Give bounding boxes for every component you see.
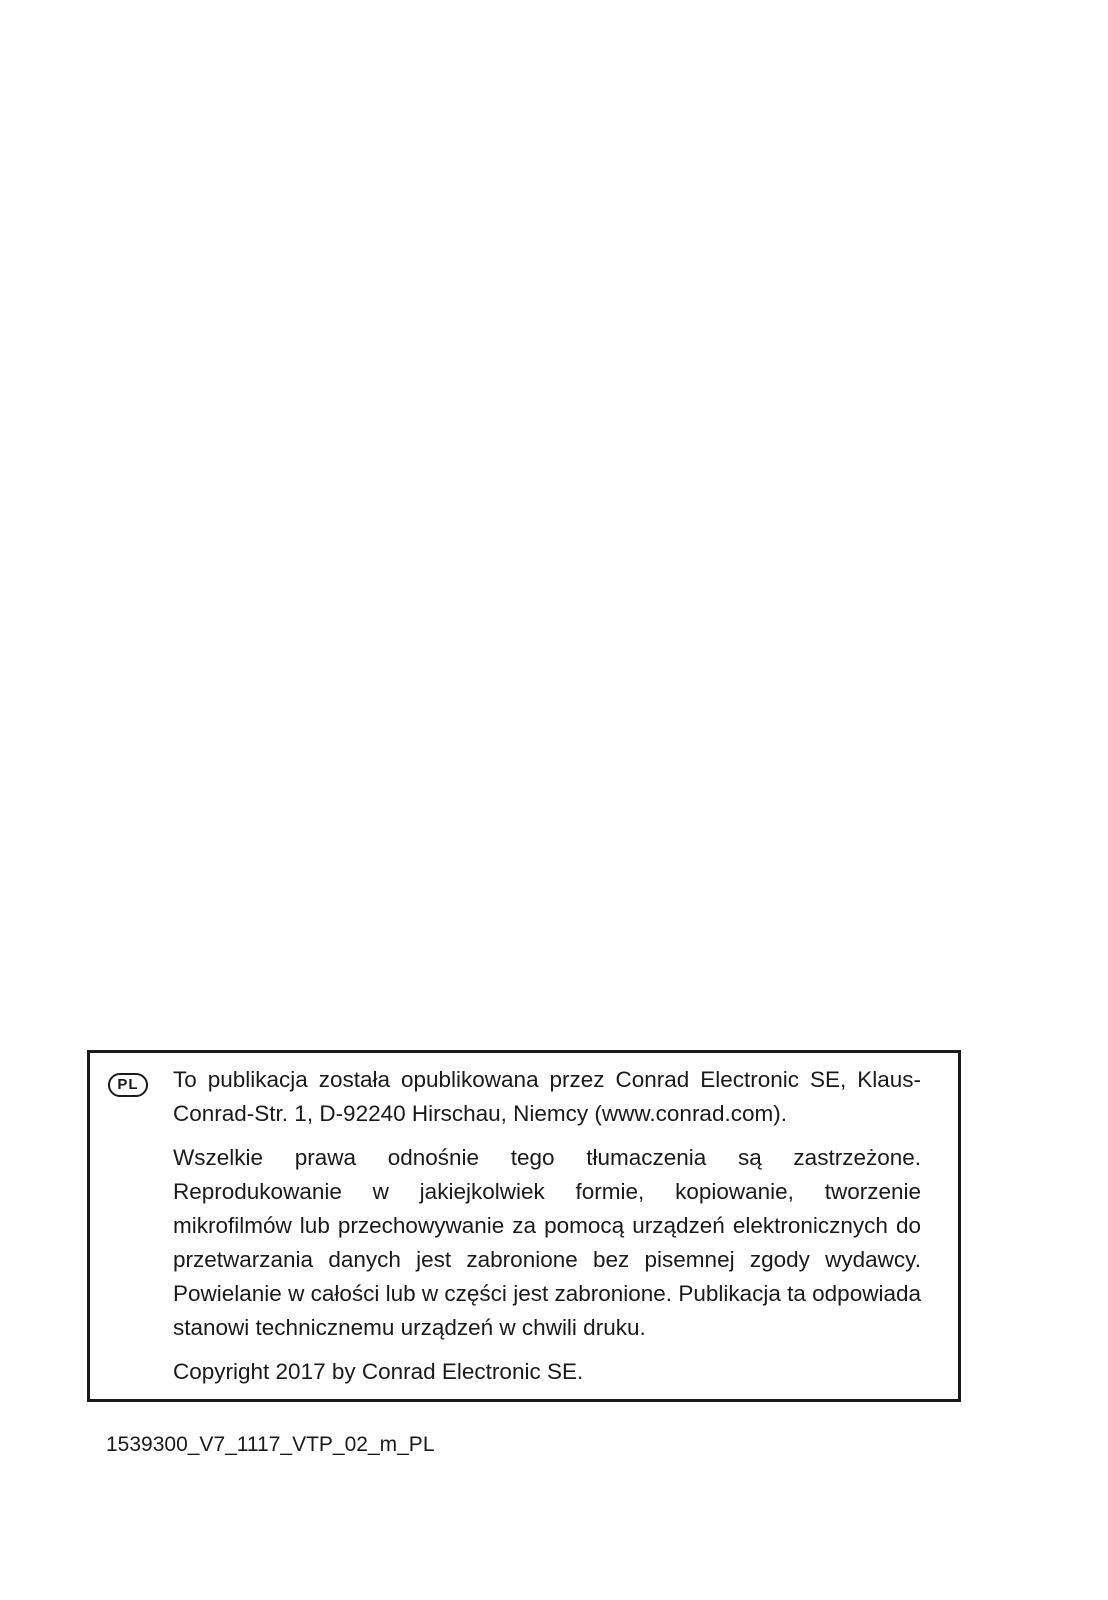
rights-paragraph: Wszelkie prawa odnośnie tego tłumaczenia są zastrzeżone. Reprodukowanie w jakiejkolwiek formie, kopiowanie, tworzenie mikrofilmów lub przechowywanie za pomocą urządzeń elektronicznych do przetwarzania danych jest zabronione bez pisemnej zgody wydawcy. Powielanie w całości lub w części jest zabronione. Publikacja ta odpowiada stanowi technicznemu urządzeń w chwili druku. bbox=[173, 1145, 921, 1340]
publisher-paragraph: To publikacja została opublikowana przez Conrad Electronic SE, Klaus-Conrad-Str. 1, D-92240 Hirschau, Niemcy (www.conrad.com). bbox=[173, 1067, 921, 1126]
document-code: 1539300_V7_1117_VTP_02_m_PL bbox=[106, 1433, 435, 1456]
imprint-box bbox=[87, 1050, 961, 1402]
language-badge: PL bbox=[108, 1073, 148, 1097]
imprint-text bbox=[173, 1063, 921, 1389]
copyright-line: Copyright 2017 by Conrad Electronic SE. bbox=[173, 1359, 584, 1384]
